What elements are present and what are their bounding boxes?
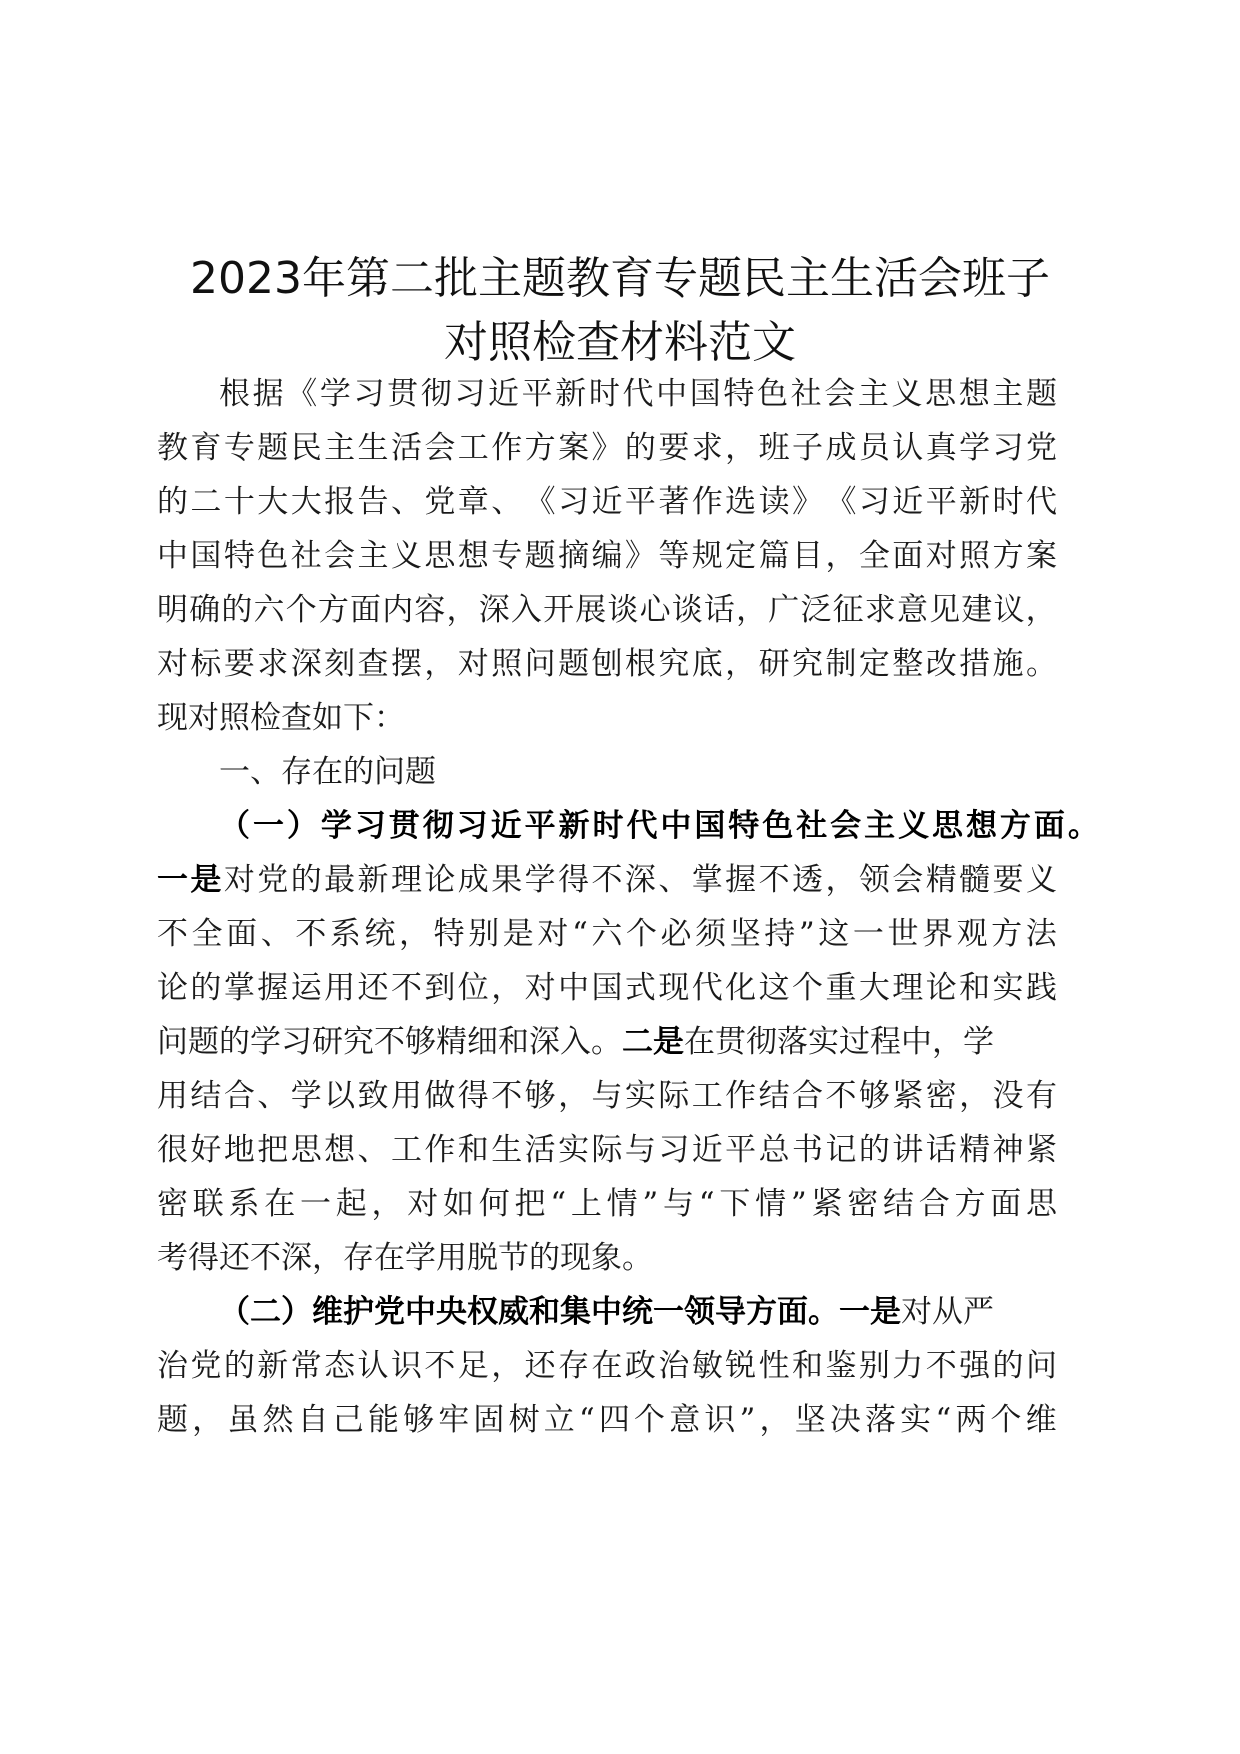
point-two-text: 在贯彻落实过程中，学: [684, 1024, 994, 1060]
subsection-1-line-7: 密 联 系 在 一 起 ， 对 如 何 把 “ 上 情 ” 与 “ 下 情 ” 紧 密 结 合 方 面 思: [157, 1186, 1057, 1222]
intro-line-4: 中 国 特 色 社 会 主 义 思 想 专 题 摘 编 》 等 规 定 篇 目 ， 全 面 对 照 方 案: [157, 538, 1057, 574]
document-title-line-2: 对照检查材料范文: [444, 317, 796, 368]
subsection-2-line-2: 题 ， 虽 然 自 己 能 够 牢 固 树 立 “ 四 个 意 识 ” ， 坚 决 落 实 “ 两 个 维: [157, 1402, 1057, 1438]
section-heading-problems: 一、存在的问题: [219, 754, 436, 790]
intro-line-2: 教 育 专 题 民 主 生 活 会 工 作 方 案 》 的 要 求 ， 班 子 成 员 认 真 学 习 党: [157, 430, 1057, 466]
subsection-2-point-one-label: 一是: [839, 1294, 901, 1330]
intro-line-7: 现对照检查如下：: [157, 700, 405, 736]
subsection-1-line-6: 很 好 地 把 思 想 、 工 作 和 生 活 实 际 与 习 近 平 总 书 记 的 讲 话 精 神 紧: [157, 1132, 1057, 1168]
intro-line-6: 对 标 要 求 深 刻 查 摆 ， 对 照 问 题 刨 根 究 底 ， 研 究 制 定 整 改 措 施 。: [157, 646, 1057, 682]
intro-line-5: 明 确 的 六 个 方 面 内 容 ， 深 入 开 展 谈 心 谈 话 ， 广 泛 征 求 意 见 建 议 ，: [157, 592, 1057, 628]
subsection-1-line-5: 用 结 合 、 学 以 致 用 做 得 不 够 ， 与 实 际 工 作 结 合 不 够 紧 密 ， 没 有: [157, 1078, 1057, 1114]
subsection-1-line-3: 论 的 掌 握 运 用 还 不 到 位 ， 对 中 国 式 现 代 化 这 个 重 大 理 论 和 实 践: [157, 970, 1057, 1006]
intro-line-3: 的 二 十 大 大 报 告 、 党 章 、 《 习 近 平 著 作 选 读 》 《 习 近 平 新 时 代: [157, 484, 1057, 520]
subsection-1-line-4: [157, 1022, 1057, 1062]
subsection-2-heading: （二）维护党中央权威和集中统一领导方面。: [219, 1294, 839, 1330]
subsection-2-line-1: 治 党 的 新 常 态 认 识 不 足 ， 还 存 在 政 治 敏 锐 性 和 鉴 别 力 不 强 的 问: [157, 1348, 1057, 1384]
document-title-line-1: 2023年第二批主题教育专题民主生活会班子: [190, 253, 1050, 304]
subsection-1-line-8: 考得还不深，存在学用脱节的现象。: [157, 1240, 653, 1276]
subsection-1-heading: （ 一 ） 学 习 贯 彻 习 近 平 新 时 代 中 国 特 色 社 会 主 义 思 想 方 面 。: [219, 808, 1099, 844]
subsection-1-line-2: 不 全 面 、 不 系 统 ， 特 别 是 对 “ 六 个 必 须 坚 持 ” 这 一 世 界 观 方 法: [157, 916, 1057, 952]
subsection-1-line-1: 一 是 对 党 的 最 新 理 论 成 果 学 得 不 深 、 掌 握 不 透 ， 领 会 精 髓 要 义: [157, 862, 1057, 898]
subsection-2-point-one-text: 对从严: [901, 1294, 994, 1330]
point-one-text-end: 问题的学习研究不够精细和深入。: [157, 1024, 622, 1060]
point-two-label: 二是: [622, 1024, 684, 1060]
subsection-2-heading-line: [219, 1292, 1057, 1332]
intro-line-1: 根 据 《 学 习 贯 彻 习 近 平 新 时 代 中 国 特 色 社 会 主 义 思 想 主 题: [219, 376, 1057, 412]
